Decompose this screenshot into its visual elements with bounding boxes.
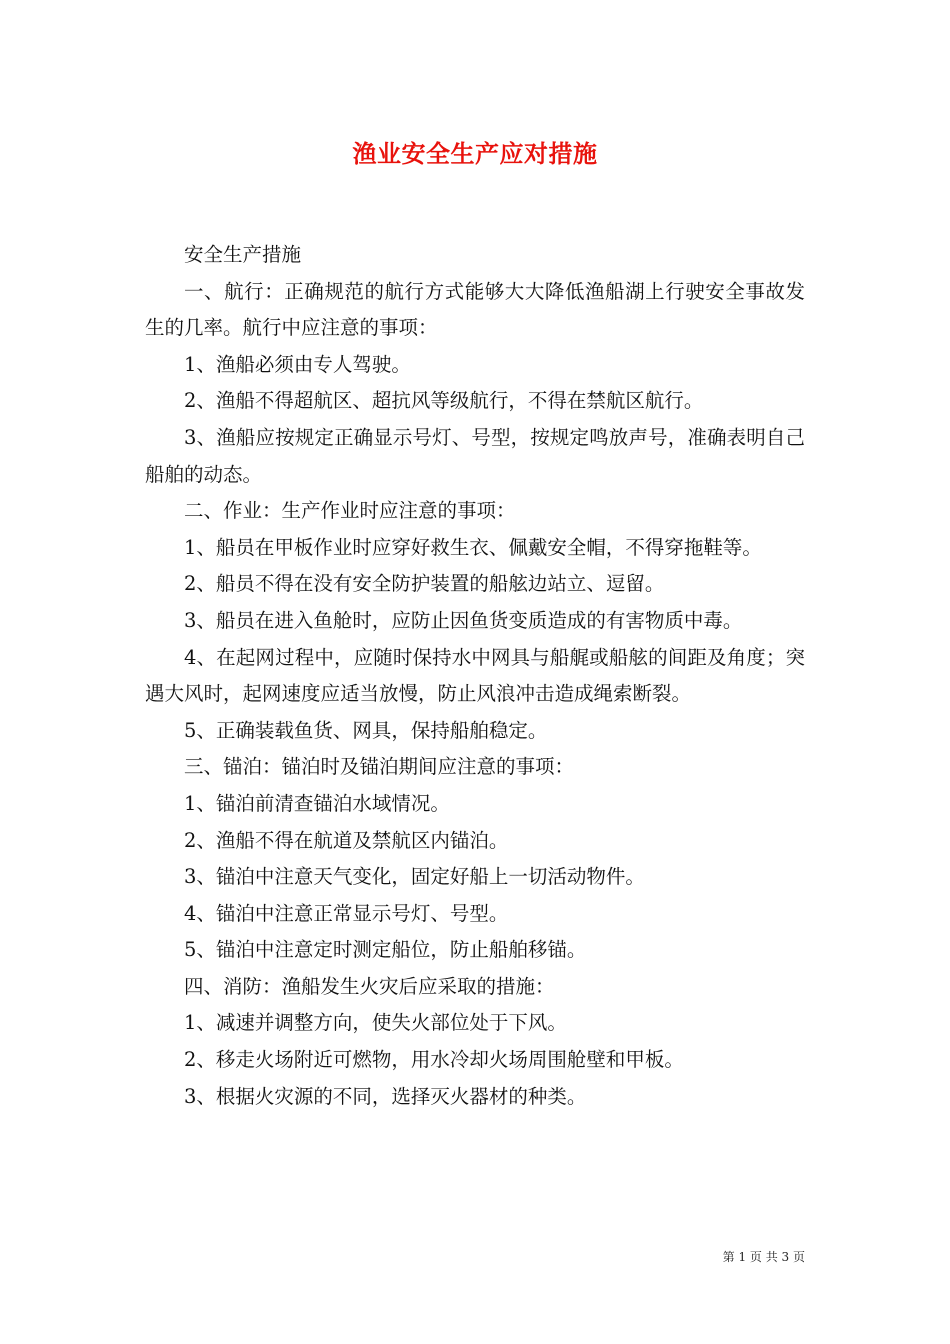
- paragraph: 4、在起网过程中，应随时保持水中网具与船艉或船舷的间距及角度；突遇大风时，起网速度应适当放慢，防止风浪冲击造成绳索断裂。: [145, 645, 805, 706]
- page-number: 第 1 页 共 3 页: [722, 1250, 805, 1264]
- paragraph: 二、作业：生产作业时应注意的事项：: [184, 499, 516, 523]
- paragraph: 2、移走火场附近可燃物，用水冷却火场周围舱壁和甲板。: [184, 1048, 684, 1072]
- document-body: [145, 237, 805, 1115]
- paragraph: 2、渔船不得超航区、超抗风等级航行，不得在禁航区航行。: [184, 389, 704, 413]
- paragraph: 三、锚泊：锚泊时及锚泊期间应注意的事项：: [184, 755, 575, 779]
- paragraph: 5、锚泊中注意定时测定船位，防止船舶移锚。: [184, 938, 587, 962]
- paragraph: 5、正确装载鱼货、网具，保持船舶稳定。: [184, 718, 548, 742]
- paragraph: 3、锚泊中注意天气变化，固定好船上一切活动物件。: [184, 865, 645, 889]
- paragraph: 2、船员不得在没有安全防护装置的船舷边站立、逗留。: [184, 572, 665, 596]
- paragraph: 一、航行：正确规范的航行方式能够大大降低渔船湖上行驶安全事故发生的几率。航行中应注意的事项：: [145, 279, 805, 340]
- paragraph: 3、船员在进入鱼舱时，应防止因鱼货变质造成的有害物质中毒。: [184, 608, 743, 632]
- paragraph: 3、渔船应按规定正确显示号灯、号型，按规定鸣放声号，准确表明自己船舶的动态。: [145, 425, 805, 486]
- paragraph: 3、根据火灾源的不同，选择灭火器材的种类。: [184, 1084, 587, 1108]
- paragraph: 安全生产措施: [184, 243, 302, 266]
- paragraph: 2、渔船不得在航道及禁航区内锚泊。: [184, 828, 509, 852]
- paragraph: 4、锚泊中注意正常显示号灯、号型。: [184, 901, 509, 925]
- paragraph: 1、船员在甲板作业时应穿好救生衣、佩戴安全帽，不得穿拖鞋等。: [184, 535, 762, 559]
- document-title: 渔业安全生产应对措施: [352, 139, 598, 168]
- paragraph: 1、锚泊前清查锚泊水域情况。: [184, 791, 450, 815]
- paragraph: 四、消防：渔船发生火灾后应采取的措施：: [184, 974, 555, 998]
- paragraph: 1、渔船必须由专人驾驶。: [184, 352, 411, 376]
- paragraph: 1、减速并调整方向，使失火部位处于下风。: [184, 1011, 567, 1035]
